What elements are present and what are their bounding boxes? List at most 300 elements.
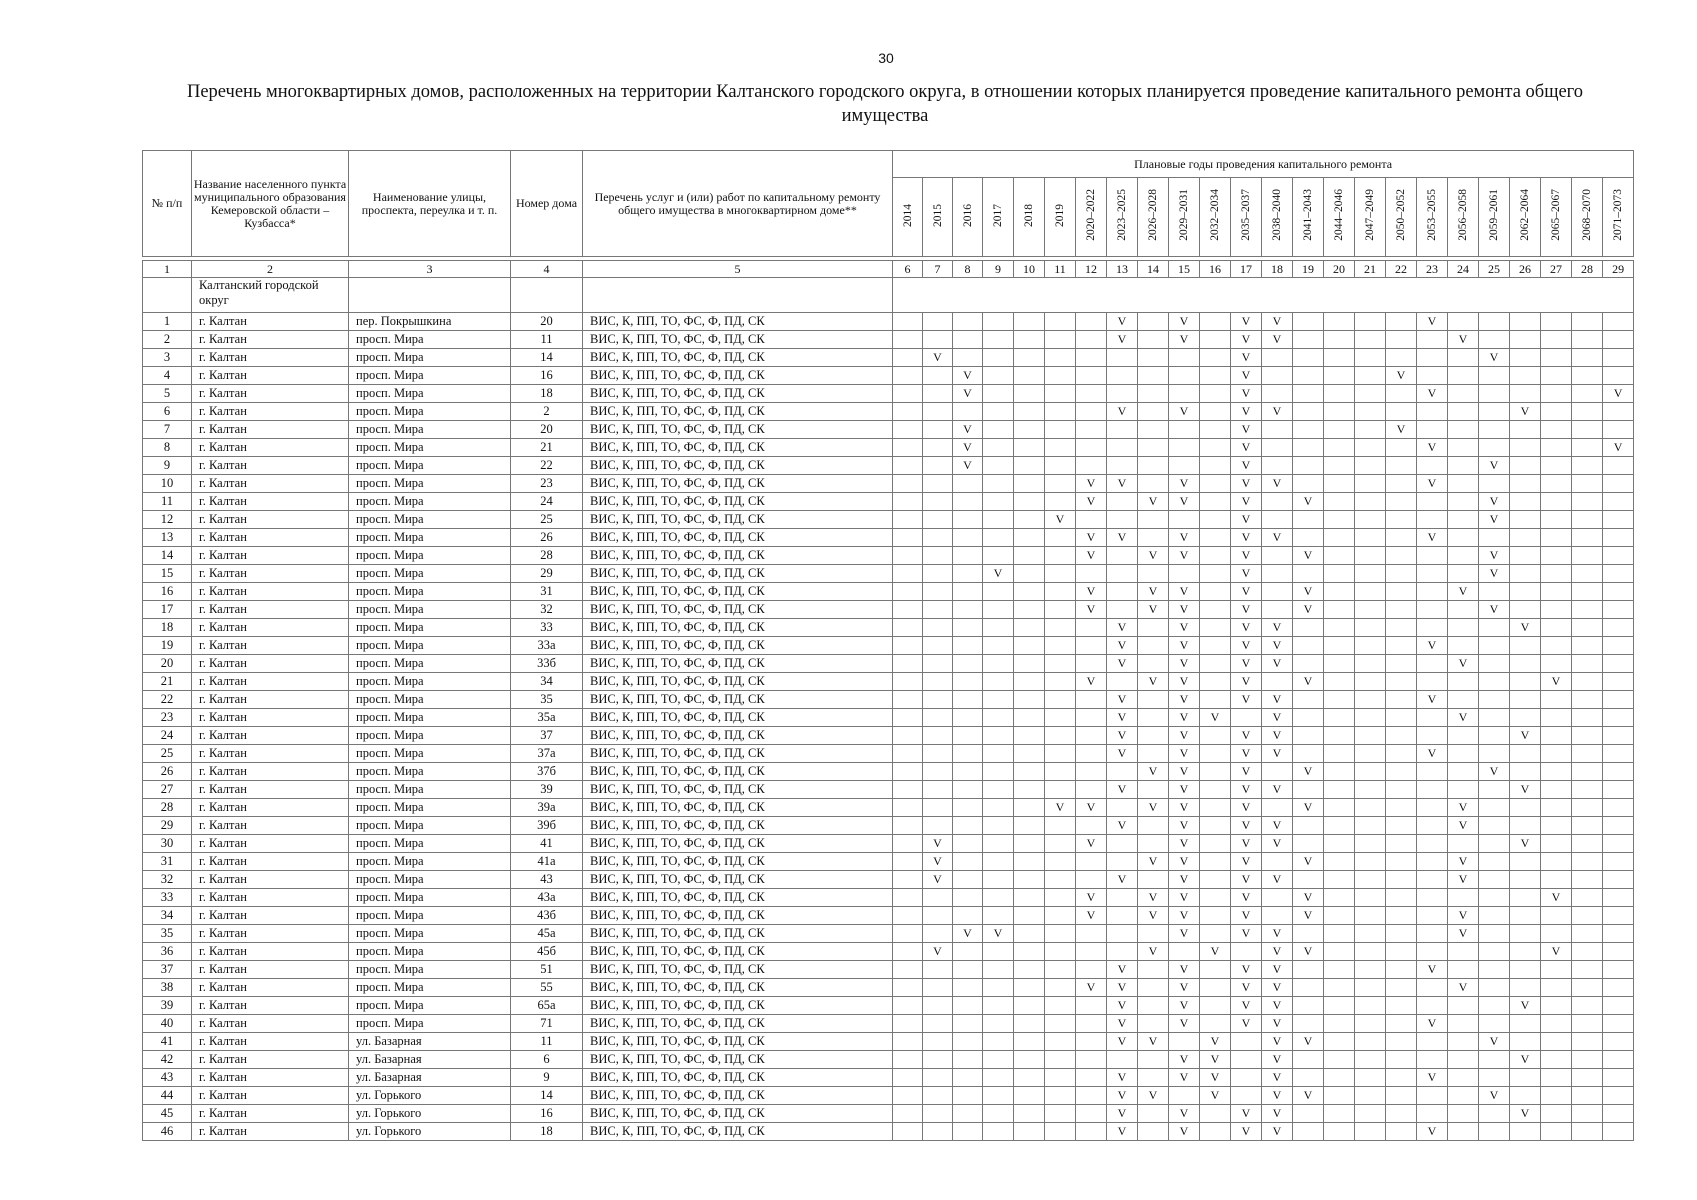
year-cell — [1045, 1015, 1076, 1033]
year-header — [1107, 178, 1138, 257]
year-cell — [953, 925, 983, 943]
year-cell — [923, 565, 953, 583]
locality-cell: г. Калтан — [192, 403, 349, 421]
year-cell — [1479, 1051, 1510, 1069]
year-cell — [1200, 853, 1231, 871]
year-cell — [1076, 547, 1107, 565]
works-cell: ВИС, К, ПП, ТО, ФС, Ф, ПД, СК — [583, 925, 893, 943]
year-cell — [1510, 781, 1541, 799]
year-cell — [1386, 403, 1417, 421]
row-number: 6 — [143, 403, 192, 421]
year-cell — [1200, 655, 1231, 673]
year-cell — [1386, 637, 1417, 655]
year-cell — [1510, 889, 1541, 907]
year-header — [893, 178, 923, 257]
year-cell — [1045, 997, 1076, 1015]
year-cell — [1169, 475, 1200, 493]
year-cell — [1293, 565, 1324, 583]
year-cell — [1169, 637, 1200, 655]
year-cell — [1293, 1123, 1324, 1141]
year-cell — [1076, 331, 1107, 349]
year-cell — [1138, 601, 1169, 619]
works-cell: ВИС, К, ПП, ТО, ФС, Ф, ПД, СК — [583, 1105, 893, 1123]
year-cell — [1355, 313, 1386, 331]
year-cell — [1138, 565, 1169, 583]
locality-cell: г. Калтан — [192, 925, 349, 943]
column-number: 4 — [511, 261, 583, 278]
year-cell — [1541, 1033, 1572, 1051]
row-number: 38 — [143, 979, 192, 997]
planned-mark: V — [1427, 692, 1437, 706]
year-cell — [1200, 961, 1231, 979]
table-row — [143, 655, 1634, 673]
year-cell — [1603, 385, 1634, 403]
works-cell: ВИС, К, ПП, ТО, ФС, Ф, ПД, СК — [583, 403, 893, 421]
year-header — [1014, 178, 1045, 257]
year-cell — [1293, 745, 1324, 763]
year-cell — [1603, 907, 1634, 925]
year-cell — [1014, 1015, 1045, 1033]
works-cell: ВИС, К, ПП, ТО, ФС, Ф, ПД, СК — [583, 313, 893, 331]
year-cell — [1107, 817, 1138, 835]
year-cell — [893, 727, 923, 745]
year-cell — [1169, 997, 1200, 1015]
year-cell — [1045, 349, 1076, 367]
year-cell — [1603, 457, 1634, 475]
year-cell — [1572, 1105, 1603, 1123]
year-cell — [1479, 511, 1510, 529]
planned-mark: V — [1117, 1106, 1127, 1120]
year-cell — [893, 961, 923, 979]
year-cell — [983, 979, 1014, 997]
planned-mark: V — [1117, 638, 1127, 652]
year-cell — [1572, 619, 1603, 637]
planned-mark: V — [1241, 656, 1251, 670]
year-cell — [1200, 871, 1231, 889]
column-number: 11 — [1045, 261, 1076, 278]
year-cell — [1448, 763, 1479, 781]
year-cell — [1107, 313, 1138, 331]
year-cell — [1045, 817, 1076, 835]
year-label: 2019 — [1054, 203, 1066, 227]
year-cell — [1603, 781, 1634, 799]
year-header — [923, 178, 953, 257]
street-cell: просп. Мира — [349, 727, 511, 745]
year-cell — [1417, 475, 1448, 493]
planned-mark: V — [1117, 962, 1127, 976]
year-cell — [1355, 565, 1386, 583]
planned-mark: V — [1117, 692, 1127, 706]
planned-mark: V — [1272, 476, 1282, 490]
table-row — [143, 979, 1634, 997]
year-cell — [1603, 691, 1634, 709]
year-cell — [983, 601, 1014, 619]
year-cell — [1355, 385, 1386, 403]
planned-mark: V — [1241, 728, 1251, 742]
year-cell — [1417, 1123, 1448, 1141]
table-row — [143, 817, 1634, 835]
row-number: 46 — [143, 1123, 192, 1141]
year-cell — [1510, 601, 1541, 619]
year-cell — [1262, 817, 1293, 835]
year-cell — [1355, 925, 1386, 943]
planned-mark: V — [1210, 944, 1220, 958]
year-cell — [1324, 997, 1355, 1015]
planned-mark: V — [1086, 800, 1096, 814]
year-cell — [1448, 871, 1479, 889]
table-row — [143, 565, 1634, 583]
year-cell — [1541, 943, 1572, 961]
year-cell — [1014, 763, 1045, 781]
year-cell — [1262, 691, 1293, 709]
works-cell: ВИС, К, ПП, ТО, ФС, Ф, ПД, СК — [583, 997, 893, 1015]
planned-mark: V — [1179, 728, 1189, 742]
year-cell — [923, 943, 953, 961]
year-cell — [1014, 457, 1045, 475]
planned-mark: V — [1086, 494, 1096, 508]
year-cell — [953, 619, 983, 637]
year-cell — [1262, 745, 1293, 763]
planned-mark: V — [1148, 584, 1158, 598]
year-cell — [1448, 655, 1479, 673]
year-cell — [1572, 961, 1603, 979]
year-cell — [1541, 511, 1572, 529]
region-row — [143, 278, 1634, 313]
year-cell — [1479, 547, 1510, 565]
year-cell — [1200, 1015, 1231, 1033]
column-number: 23 — [1417, 261, 1448, 278]
locality-cell: г. Калтан — [192, 655, 349, 673]
year-cell — [1417, 619, 1448, 637]
year-cell — [1603, 889, 1634, 907]
house-number-cell: 33а — [511, 637, 583, 655]
planned-mark: V — [1427, 530, 1437, 544]
planned-mark: V — [1272, 944, 1282, 958]
year-cell — [1572, 781, 1603, 799]
year-cell — [1200, 367, 1231, 385]
planned-mark: V — [1303, 1088, 1313, 1102]
year-cell — [1541, 961, 1572, 979]
table-row — [143, 997, 1634, 1015]
year-cell — [1045, 979, 1076, 997]
year-cell — [1200, 925, 1231, 943]
year-cell — [1417, 709, 1448, 727]
year-cell — [1417, 583, 1448, 601]
year-cell — [1169, 907, 1200, 925]
year-cell — [1510, 1051, 1541, 1069]
year-cell — [1324, 907, 1355, 925]
year-cell — [1138, 673, 1169, 691]
year-cell — [1572, 799, 1603, 817]
year-cell — [1448, 1087, 1479, 1105]
planned-mark: V — [1241, 602, 1251, 616]
year-cell — [893, 583, 923, 601]
works-cell: ВИС, К, ПП, ТО, ФС, Ф, ПД, СК — [583, 385, 893, 403]
works-cell: ВИС, К, ПП, ТО, ФС, Ф, ПД, СК — [583, 817, 893, 835]
table-row — [143, 403, 1634, 421]
locality-cell: г. Калтан — [192, 565, 349, 583]
planned-mark: V — [1396, 422, 1406, 436]
year-cell — [983, 799, 1014, 817]
year-cell — [1386, 1015, 1417, 1033]
year-cell — [1138, 997, 1169, 1015]
year-cell — [923, 835, 953, 853]
year-cell — [1417, 1069, 1448, 1087]
year-cell — [953, 367, 983, 385]
year-header — [1603, 178, 1634, 257]
year-cell — [893, 349, 923, 367]
house-number-cell: 65а — [511, 997, 583, 1015]
year-cell — [893, 457, 923, 475]
year-cell — [1138, 1069, 1169, 1087]
year-cell — [893, 1051, 923, 1069]
year-cell — [1014, 835, 1045, 853]
year-cell — [1293, 979, 1324, 997]
year-cell — [1200, 421, 1231, 439]
planned-mark: V — [1427, 962, 1437, 976]
house-number-cell: 37б — [511, 763, 583, 781]
year-cell — [1541, 979, 1572, 997]
planned-mark: V — [1272, 998, 1282, 1012]
year-cell — [1479, 799, 1510, 817]
year-cell — [1014, 403, 1045, 421]
year-cell — [893, 673, 923, 691]
planned-mark: V — [1117, 1124, 1127, 1138]
row-number: 15 — [143, 565, 192, 583]
row-number: 45 — [143, 1105, 192, 1123]
year-cell — [893, 1123, 923, 1141]
planned-mark: V — [1613, 440, 1623, 454]
year-cell — [1479, 1123, 1510, 1141]
year-cell — [1572, 691, 1603, 709]
year-cell — [1045, 871, 1076, 889]
planned-mark: V — [1241, 476, 1251, 490]
year-cell — [1231, 1069, 1262, 1087]
year-cell — [1355, 907, 1386, 925]
year-cell — [983, 511, 1014, 529]
year-cell — [953, 1123, 983, 1141]
year-cell — [1231, 691, 1262, 709]
year-cell — [1324, 1105, 1355, 1123]
year-cell — [1479, 943, 1510, 961]
year-label: 2017 — [992, 203, 1004, 227]
row-number: 43 — [143, 1069, 192, 1087]
planned-mark: V — [1427, 1016, 1437, 1030]
year-cell — [1448, 979, 1479, 997]
year-cell — [1510, 799, 1541, 817]
year-cell — [1541, 907, 1572, 925]
year-cell — [923, 601, 953, 619]
planned-mark: V — [1272, 818, 1282, 832]
year-cell — [1262, 457, 1293, 475]
planned-mark: V — [1303, 944, 1313, 958]
row-number: 35 — [143, 925, 192, 943]
year-cell — [1479, 601, 1510, 619]
year-cell — [1014, 565, 1045, 583]
year-cell — [1014, 745, 1045, 763]
year-cell — [1107, 1069, 1138, 1087]
year-cell — [953, 835, 983, 853]
year-cell — [1479, 331, 1510, 349]
street-cell: ул. Горького — [349, 1087, 511, 1105]
year-cell — [1231, 565, 1262, 583]
planned-mark: V — [1458, 818, 1468, 832]
house-number-cell: 35а — [511, 709, 583, 727]
year-cell — [1293, 367, 1324, 385]
year-label: 2032–2034 — [1209, 189, 1221, 241]
year-cell — [953, 1015, 983, 1033]
table-row — [143, 781, 1634, 799]
year-cell — [1076, 601, 1107, 619]
year-cell — [1603, 331, 1634, 349]
house-number-cell: 14 — [511, 1087, 583, 1105]
year-cell — [1324, 619, 1355, 637]
year-cell — [953, 1051, 983, 1069]
planned-mark: V — [1272, 314, 1282, 328]
year-cell — [1138, 745, 1169, 763]
planned-mark: V — [1520, 836, 1530, 850]
works-cell: ВИС, К, ПП, ТО, ФС, Ф, ПД, СК — [583, 835, 893, 853]
year-cell — [1045, 691, 1076, 709]
year-cell — [1386, 331, 1417, 349]
year-cell — [923, 925, 953, 943]
planned-mark: V — [933, 854, 942, 868]
planned-mark: V — [1148, 908, 1158, 922]
year-cell — [1448, 817, 1479, 835]
year-cell — [893, 385, 923, 403]
year-cell — [1572, 1069, 1603, 1087]
year-cell — [1169, 493, 1200, 511]
house-number-cell: 20 — [511, 313, 583, 331]
year-cell — [1386, 313, 1417, 331]
year-cell — [1138, 835, 1169, 853]
planned-mark: V — [933, 872, 942, 886]
house-number-cell: 34 — [511, 673, 583, 691]
planned-mark: V — [1086, 836, 1096, 850]
works-cell: ВИС, К, ПП, ТО, ФС, Ф, ПД, СК — [583, 439, 893, 457]
planned-mark: V — [1086, 548, 1096, 562]
column-number: 10 — [1014, 261, 1045, 278]
year-cell — [1200, 637, 1231, 655]
year-cell — [1324, 979, 1355, 997]
planned-mark: V — [1241, 872, 1251, 886]
year-cell — [1262, 979, 1293, 997]
year-cell — [1417, 331, 1448, 349]
year-cell — [1572, 403, 1603, 421]
year-cell — [1045, 889, 1076, 907]
planned-mark: V — [1303, 602, 1313, 616]
planned-mark: V — [1179, 656, 1189, 670]
year-cell — [1417, 961, 1448, 979]
street-cell: просп. Мира — [349, 511, 511, 529]
planned-mark: V — [1272, 1106, 1282, 1120]
year-cell — [953, 457, 983, 475]
planned-mark: V — [1117, 620, 1127, 634]
year-cell — [1386, 727, 1417, 745]
year-cell — [1231, 853, 1262, 871]
year-cell — [1169, 853, 1200, 871]
year-cell — [1417, 457, 1448, 475]
year-cell — [1014, 583, 1045, 601]
year-cell — [1014, 619, 1045, 637]
house-number-cell: 41а — [511, 853, 583, 871]
year-cell — [1386, 493, 1417, 511]
year-cell — [1262, 763, 1293, 781]
row-number: 33 — [143, 889, 192, 907]
year-cell — [893, 511, 923, 529]
planned-mark: V — [1458, 854, 1468, 868]
year-cell — [1355, 601, 1386, 619]
year-cell — [1107, 511, 1138, 529]
planned-mark: V — [1489, 548, 1499, 562]
table-row — [143, 313, 1634, 331]
year-cell — [923, 1087, 953, 1105]
table-row — [143, 925, 1634, 943]
locality-cell: г. Калтан — [192, 1123, 349, 1141]
planned-mark: V — [1303, 584, 1313, 598]
year-cell — [1200, 1123, 1231, 1141]
locality-cell: г. Калтан — [192, 421, 349, 439]
year-cell — [1138, 727, 1169, 745]
year-cell — [1138, 529, 1169, 547]
year-cell — [1293, 493, 1324, 511]
year-cell — [1324, 853, 1355, 871]
year-cell — [1417, 925, 1448, 943]
year-cell — [1448, 547, 1479, 565]
year-cell — [1293, 817, 1324, 835]
year-cell — [1138, 691, 1169, 709]
year-cell — [1603, 673, 1634, 691]
year-cell — [1231, 601, 1262, 619]
planned-mark: V — [1055, 800, 1065, 814]
year-cell — [1510, 313, 1541, 331]
street-cell: просп. Мира — [349, 547, 511, 565]
year-cell — [1355, 997, 1386, 1015]
year-cell — [1541, 583, 1572, 601]
year-cell — [1479, 925, 1510, 943]
year-cell — [1200, 889, 1231, 907]
year-cell — [1231, 709, 1262, 727]
year-cell — [1510, 709, 1541, 727]
year-cell — [1603, 565, 1634, 583]
year-cell — [893, 331, 923, 349]
year-cell — [1014, 853, 1045, 871]
table-row — [143, 1087, 1634, 1105]
house-number-cell: 45а — [511, 925, 583, 943]
year-cell — [1324, 673, 1355, 691]
year-cell — [923, 529, 953, 547]
year-cell — [1324, 655, 1355, 673]
year-cell — [1541, 799, 1572, 817]
year-cell — [1510, 619, 1541, 637]
year-cell — [1262, 313, 1293, 331]
year-cell — [1572, 889, 1603, 907]
year-label: 2047–2049 — [1364, 189, 1376, 241]
planned-mark: V — [1303, 1034, 1313, 1048]
year-cell — [1603, 349, 1634, 367]
year-cell — [1355, 439, 1386, 457]
house-number-cell: 14 — [511, 349, 583, 367]
year-cell — [1293, 1051, 1324, 1069]
row-number: 13 — [143, 529, 192, 547]
locality-cell: г. Калтан — [192, 457, 349, 475]
year-cell — [1076, 1069, 1107, 1087]
year-cell — [983, 619, 1014, 637]
year-cell — [1417, 511, 1448, 529]
year-cell — [1355, 745, 1386, 763]
planned-mark: V — [1427, 440, 1437, 454]
planned-mark: V — [1272, 872, 1282, 886]
